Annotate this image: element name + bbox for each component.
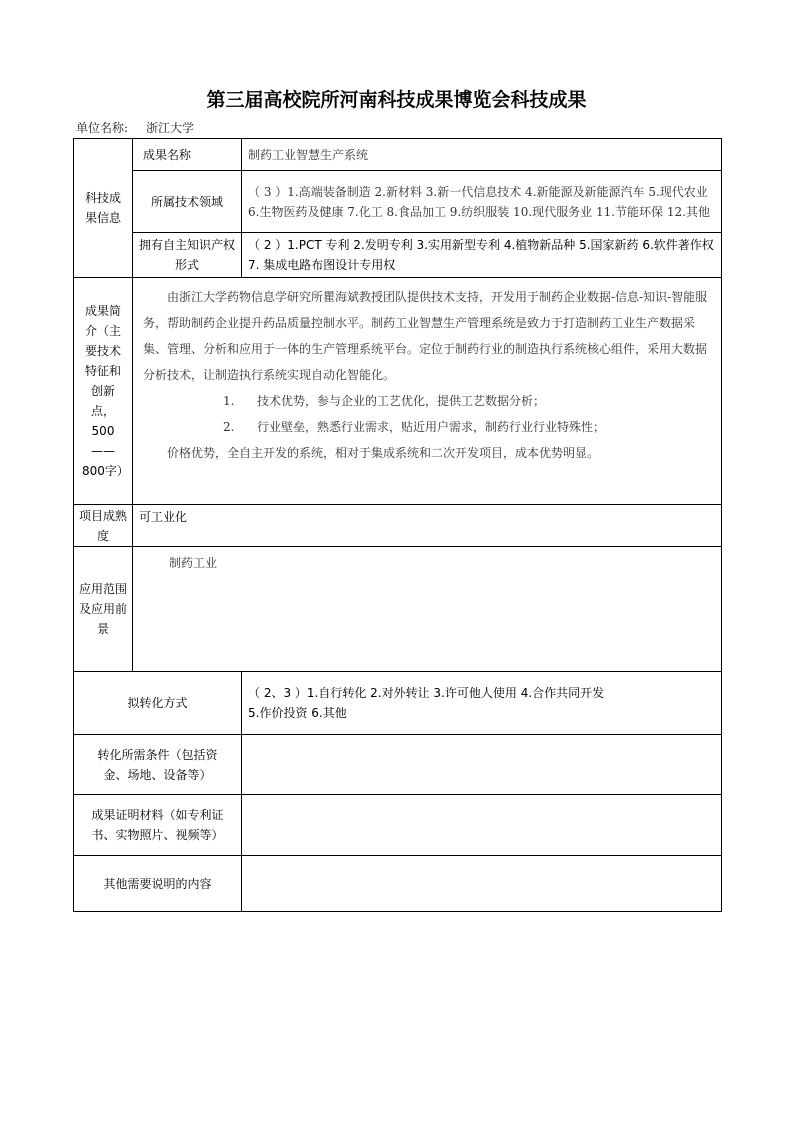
application-value: 制药工业: [133, 547, 722, 672]
field-label: 所属技术领域: [133, 171, 242, 233]
transfer-label: 拟转化方式: [74, 672, 242, 735]
intro-label: 成果简介（主要技术特征和创新点，500——800字）: [74, 278, 133, 505]
proof-label: 成果证明材料（如专利证书、实物照片、视频等）: [74, 795, 242, 856]
intro-item-1: 1. 技术优势，参与企业的工艺优化，提供工艺数据分析；: [223, 394, 546, 408]
row-conditions: [74, 735, 722, 795]
row-name: [74, 139, 722, 171]
transfer-line-1: （ 2、3 ）1.自行转化 2.对外转让 3.许可他人使用 4.合作共同开发: [248, 686, 605, 700]
row-application: [74, 547, 722, 672]
row-maturity: [74, 505, 722, 547]
field-value: （ 3 ）1.高端装备制造 2.新材料 3.新一代信息技术 4.新能源及新能源汽车 5.现代农业 6.生物医药及健康 7.化工 8.食品加工 9.纺织服装 10.现代服务业 11.节能环保 12.其他: [242, 171, 722, 233]
conditions-label: 转化所需条件（包括资金、场地、设备等）: [74, 735, 242, 795]
maturity-label: 项目成熟度: [74, 505, 133, 547]
row-other: [74, 856, 722, 912]
ip-label: 拥有自主知识产权形式: [133, 233, 242, 278]
row-transfer: [74, 672, 722, 735]
row-intro: [74, 278, 722, 505]
other-value[interactable]: [242, 856, 722, 912]
tech-info-label: 科技成果信息: [74, 139, 133, 278]
row-field: [74, 171, 722, 233]
proof-value[interactable]: [242, 795, 722, 856]
intro-paragraph-2: 价格优势，全自主开发的系统，相对于集成系统和二次开发项目，成本优势明显。: [167, 446, 600, 460]
application-label: 应用范围及应用前景: [74, 547, 133, 672]
conditions-value[interactable]: [242, 735, 722, 795]
maturity-value: 可工业化: [133, 505, 722, 547]
ip-value: （ 2 ）1.PCT 专利 2.发明专利 3.实用新型专利 4.植物新品种 5.国家新药 6.软件著作权 7. 集成电路布图设计专用权: [242, 233, 722, 278]
row-proof: [74, 795, 722, 856]
page-title: 第三届高校院所河南科技成果博览会科技成果: [206, 89, 587, 111]
achievement-form-table: [73, 138, 722, 912]
unit-value: 浙江大学: [146, 121, 195, 135]
transfer-value: [242, 672, 722, 735]
other-label: 其他需要说明的内容: [74, 856, 242, 912]
row-ip: [74, 233, 722, 278]
intro-content: [133, 278, 722, 505]
transfer-line-2: 5.作价投资 6.其他: [248, 706, 347, 720]
intro-paragraph: 由浙江大学药物信息学研究所瞿海斌教授团队提供技术支持，开发用于制药企业数据-信息-知识-智能服务，帮助制药企业提升药品质量控制水平。制药工业智慧生产管理系统是致力于打造制药工业生产数据采集、管理、分析和应用于一体的生产管理系统平台。定位于制药行业的制造执行系统核心组件，采用大数据分析技术，让制造执行系统实现自动化智能化。: [143, 290, 708, 382]
unit-line: [76, 119, 194, 136]
name-label: 成果名称: [133, 139, 242, 171]
intro-item-2: 2. 行业壁垒，熟悉行业需求，贴近用户需求，制药行业行业特殊性；: [223, 420, 606, 434]
unit-label: 单位名称:: [76, 121, 129, 135]
name-value: 制药工业智慧生产系统: [242, 139, 722, 171]
